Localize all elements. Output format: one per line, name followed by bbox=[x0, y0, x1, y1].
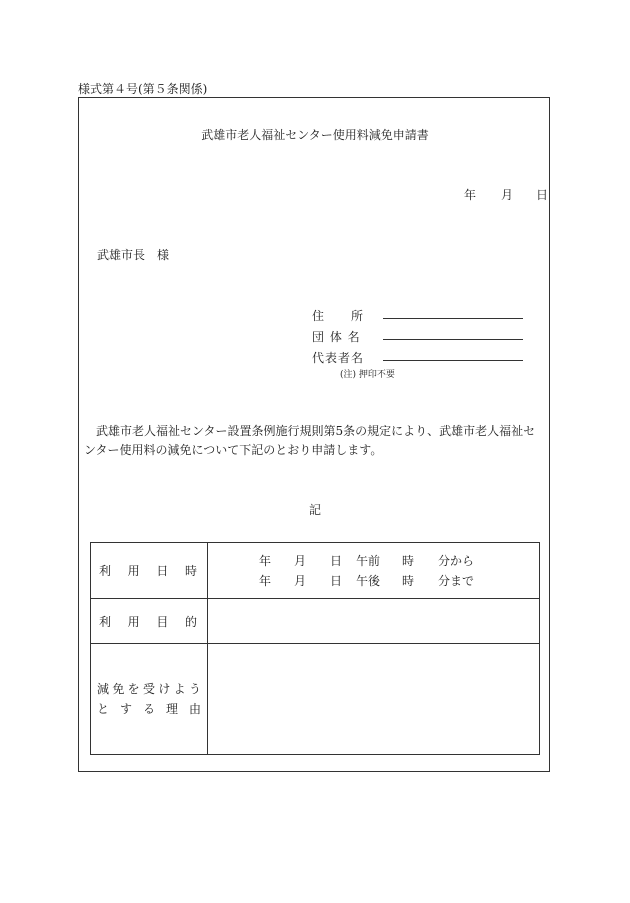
address-label: 住 所 bbox=[312, 309, 365, 323]
label-char: け bbox=[158, 682, 171, 696]
label-char: よ bbox=[173, 682, 186, 696]
form-number: 様式第４号(第５条関係) bbox=[78, 82, 208, 96]
usage-datetime-value[interactable] bbox=[208, 543, 540, 599]
label-char: 利 bbox=[99, 614, 112, 629]
seal-note: (注) 押印不要 bbox=[340, 370, 395, 380]
usage-purpose-value[interactable] bbox=[208, 599, 540, 644]
ki-heading: 記 bbox=[308, 503, 321, 517]
form-title: 武雄市老人福祉センター使用料減免申請書 bbox=[201, 128, 429, 142]
start-minute: 分から bbox=[438, 553, 475, 568]
start-time-line bbox=[208, 551, 539, 571]
usage-datetime-label bbox=[91, 543, 208, 599]
reason-label bbox=[91, 644, 208, 755]
usage-datetime-row bbox=[91, 543, 540, 599]
reason-row bbox=[91, 644, 540, 755]
addressee: 武雄市長 様 bbox=[97, 248, 170, 262]
start-year: 年 bbox=[259, 553, 272, 568]
end-year: 年 bbox=[259, 573, 272, 588]
end-ampm: 午後 bbox=[356, 573, 381, 588]
end-time-line bbox=[208, 571, 539, 591]
address-field[interactable] bbox=[383, 318, 523, 319]
label-char: 目 bbox=[156, 614, 169, 629]
usage-purpose-row bbox=[91, 599, 540, 644]
label-char: 日 bbox=[156, 564, 169, 578]
end-hour: 時 bbox=[402, 573, 415, 588]
label-char: 用 bbox=[127, 614, 140, 629]
representative-label: 代表者名 bbox=[312, 351, 365, 365]
start-hour: 時 bbox=[402, 553, 415, 568]
group-name-label: 団 体 名 bbox=[312, 330, 361, 344]
label-char: 用 bbox=[127, 564, 140, 578]
label-char: 由 bbox=[188, 702, 201, 716]
date-month: 月 bbox=[501, 188, 514, 202]
usage-purpose-label bbox=[91, 599, 208, 644]
label-char: 免 bbox=[112, 682, 125, 696]
label-char: う bbox=[188, 682, 201, 696]
end-day: 日 bbox=[330, 573, 343, 588]
end-minute: 分まで bbox=[438, 573, 475, 588]
date-year: 年 bbox=[464, 188, 477, 202]
group-name-field[interactable] bbox=[383, 339, 523, 340]
date-day: 日 bbox=[536, 188, 549, 202]
application-table bbox=[90, 542, 540, 755]
label-char: と bbox=[97, 702, 110, 716]
start-month: 月 bbox=[294, 553, 307, 568]
reason-value[interactable] bbox=[208, 644, 540, 755]
label-char: 的 bbox=[184, 614, 197, 629]
label-char: す bbox=[119, 702, 132, 716]
label-char: 理 bbox=[165, 702, 178, 716]
label-char: 受 bbox=[142, 682, 155, 696]
start-day: 日 bbox=[330, 553, 343, 568]
representative-field[interactable] bbox=[383, 360, 523, 361]
label-char: る bbox=[142, 702, 155, 716]
label-char: を bbox=[127, 682, 140, 696]
application-statement: 武雄市老人福祉センター設置条例施行規則第5条の規定により、武雄市老人福祉センター使用料の減免について下記のとおり申請します。 bbox=[84, 424, 536, 457]
start-ampm: 午前 bbox=[356, 553, 381, 568]
label-char: 減 bbox=[97, 682, 110, 696]
label-char: 利 bbox=[99, 564, 112, 578]
end-month: 月 bbox=[294, 573, 307, 588]
label-char: 時 bbox=[184, 564, 197, 578]
